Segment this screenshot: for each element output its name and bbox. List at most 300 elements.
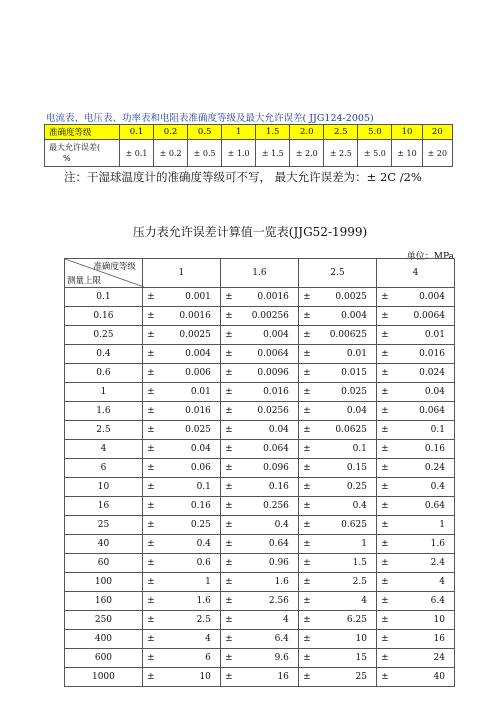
error-value: 6.4: [274, 634, 289, 644]
error-value: 0.04: [424, 387, 445, 397]
error-value-cell: [376, 668, 454, 687]
error-value: 0.16: [268, 482, 289, 492]
error-value-cell: [220, 573, 298, 592]
error-value-cell: [142, 611, 220, 630]
limit-cell: 250: [65, 611, 143, 630]
limit-cell: 1.6: [65, 402, 143, 421]
plus-minus-sign: ±: [147, 653, 155, 663]
error-value: 0.006: [185, 368, 211, 378]
plus-minus-sign: ±: [147, 387, 155, 397]
plus-minus-sign: ±: [225, 482, 233, 492]
error-value-cell: [298, 459, 376, 478]
plus-minus-sign: ±: [303, 539, 311, 549]
error-value: 0.6: [196, 558, 211, 568]
error-value-cell: [376, 611, 454, 630]
plus-minus-sign: ±: [303, 615, 311, 625]
error-value: 0.0064: [257, 349, 289, 359]
plus-minus-sign: ±: [381, 596, 389, 606]
error-value: 0.4: [430, 482, 445, 492]
plus-minus-sign: ±: [147, 558, 155, 568]
error-value: 0.01: [346, 349, 367, 359]
error-cell: ± 1.5: [256, 140, 290, 167]
table-row: [65, 326, 455, 345]
plus-minus-sign: ±: [381, 520, 389, 530]
grade-cell: 10: [392, 125, 422, 140]
error-value-cell: [298, 383, 376, 402]
grade-cell: 0.1: [120, 125, 154, 140]
table-header-row: [65, 259, 455, 288]
plus-minus-sign: ±: [147, 520, 155, 530]
error-cell: ± 5.0: [358, 140, 392, 167]
error-value: 0.16: [424, 444, 445, 454]
limit-cell: 4: [65, 440, 143, 459]
plus-minus-sign: ±: [225, 501, 233, 511]
plus-minus-sign: ±: [381, 577, 389, 587]
error-value-cell: [376, 573, 454, 592]
error-value: 0.096: [263, 463, 289, 473]
error-value-cell: [376, 288, 454, 307]
error-value: 4: [361, 596, 367, 606]
error-value-cell: [142, 459, 220, 478]
error-value: 0.004: [185, 349, 211, 359]
error-value: 0.04: [190, 444, 211, 454]
error-value: 4: [205, 634, 211, 644]
error-value: 4: [283, 615, 289, 625]
error-cell: ± 2.0: [290, 140, 324, 167]
error-value: 2.56: [268, 596, 289, 606]
error-value-cell: [220, 288, 298, 307]
error-value-cell: [142, 364, 220, 383]
error-value-cell: [220, 668, 298, 687]
limit-cell: 16: [65, 497, 143, 516]
plus-minus-sign: ±: [147, 539, 155, 549]
error-value: 0.004: [341, 311, 367, 321]
plus-minus-sign: ±: [381, 330, 389, 340]
table1-title: 电流表、电压表、功率表和电阻表准确度等级及最大允许误差( JJG124-2005): [46, 113, 374, 124]
error-value-cell: [142, 497, 220, 516]
plus-minus-sign: ±: [225, 520, 233, 530]
error-value: 0.04: [346, 406, 367, 416]
error-value: 0.24: [424, 463, 445, 473]
plus-minus-sign: ±: [225, 330, 233, 340]
grade-header-cell: 4: [376, 259, 454, 288]
plus-minus-sign: ±: [303, 444, 311, 454]
error-value-cell: [220, 383, 298, 402]
error-value: 0.4: [196, 539, 211, 549]
plus-minus-sign: ±: [225, 615, 233, 625]
error-value: 0.004: [263, 330, 289, 340]
error-value: 6: [205, 653, 211, 663]
table-row: [65, 288, 455, 307]
error-value: 0.016: [185, 406, 211, 416]
limit-cell: 60: [65, 554, 143, 573]
error-value: 0.256: [263, 501, 289, 511]
limit-cell: 400: [65, 630, 143, 649]
error-value: 1.6: [196, 596, 211, 606]
error-value-cell: [142, 573, 220, 592]
error-value-cell: [376, 478, 454, 497]
plus-minus-sign: ±: [147, 368, 155, 378]
plus-minus-sign: ±: [381, 482, 389, 492]
error-value: 0.016: [419, 349, 445, 359]
error-value-cell: [142, 383, 220, 402]
error-value-cell: [376, 497, 454, 516]
error-value: 0.0625: [335, 425, 367, 435]
error-value-cell: [220, 649, 298, 668]
error-value-cell: [376, 364, 454, 383]
error-value: 0.0025: [179, 330, 211, 340]
table-row: [65, 668, 455, 687]
table-row: [65, 649, 455, 668]
error-value-cell: [220, 630, 298, 649]
error-value: 1.6: [274, 577, 289, 587]
error-value: 10: [199, 672, 211, 682]
error-value-cell: [220, 307, 298, 326]
error-value: 0.96: [268, 558, 289, 568]
plus-minus-sign: ±: [303, 482, 311, 492]
table-row: [65, 516, 455, 535]
error-value-cell: [298, 421, 376, 440]
error-value-cell: [298, 592, 376, 611]
error-value-cell: [220, 478, 298, 497]
error-value-cell: [298, 668, 376, 687]
table-row: [65, 345, 455, 364]
header-diagonal-cell: [65, 259, 143, 288]
error-value-cell: [142, 630, 220, 649]
plus-minus-sign: ±: [303, 672, 311, 682]
grade-cell: 0.5: [188, 125, 222, 140]
error-value-cell: [376, 440, 454, 459]
grade-header-cell: 2.5: [298, 259, 376, 288]
error-value-cell: [220, 554, 298, 573]
error-value-cell: [298, 307, 376, 326]
error-value: 0.024: [419, 368, 445, 378]
limit-cell: 0.4: [65, 345, 143, 364]
error-value-cell: [220, 345, 298, 364]
error-value-cell: [142, 421, 220, 440]
grade-cell: 5.0: [358, 125, 392, 140]
plus-minus-sign: ±: [225, 653, 233, 663]
error-cell: ± 0.5: [188, 140, 222, 167]
error-value: 6.4: [430, 596, 445, 606]
error-value-cell: [142, 668, 220, 687]
plus-minus-sign: ±: [225, 444, 233, 454]
error-value-cell: [376, 326, 454, 345]
error-value: 0.1: [430, 425, 445, 435]
error-value-cell: [298, 440, 376, 459]
error-value: 15: [355, 653, 367, 663]
plus-minus-sign: ±: [225, 596, 233, 606]
plus-minus-sign: ±: [147, 425, 155, 435]
plus-minus-sign: ±: [303, 292, 311, 302]
error-value-cell: [220, 497, 298, 516]
grade-cell: 1.5: [256, 125, 290, 140]
error-value-cell: [298, 649, 376, 668]
plus-minus-sign: ±: [147, 406, 155, 416]
plus-minus-sign: ±: [381, 615, 389, 625]
error-value-cell: [298, 364, 376, 383]
limit-cell: 40: [65, 535, 143, 554]
plus-minus-sign: ±: [303, 311, 311, 321]
error-value: 2.5: [196, 615, 211, 625]
error-value: 1.5: [352, 558, 367, 568]
plus-minus-sign: ±: [147, 577, 155, 587]
error-value-cell: [142, 307, 220, 326]
error-value: 0.01: [190, 387, 211, 397]
error-value-cell: [142, 516, 220, 535]
plus-minus-sign: ±: [303, 349, 311, 359]
error-value-cell: [298, 611, 376, 630]
error-value-cell: [142, 440, 220, 459]
error-value-cell: [298, 554, 376, 573]
plus-minus-sign: ±: [381, 444, 389, 454]
error-value-cell: [376, 383, 454, 402]
table-row: [65, 421, 455, 440]
error-value: 0.00256: [251, 311, 289, 321]
error-value-cell: [142, 478, 220, 497]
table2-title: 压力表允许误差计算值一览表(JJG52-1999): [132, 225, 368, 239]
error-value-cell: [376, 421, 454, 440]
error-value-cell: [220, 364, 298, 383]
grade-cell: 0.2: [154, 125, 188, 140]
plus-minus-sign: ±: [381, 463, 389, 473]
plus-minus-sign: ±: [303, 425, 311, 435]
header-grade-label: 准确度等级: [93, 262, 136, 272]
plus-minus-sign: ±: [303, 330, 311, 340]
error-value: 0.025: [185, 425, 211, 435]
error-value-cell: [142, 592, 220, 611]
error-cell: ± 2.5: [324, 140, 358, 167]
plus-minus-sign: ±: [303, 368, 311, 378]
error-label: 最大允许误差( %: [45, 140, 120, 167]
grade-label: 准确度等级: [45, 125, 120, 140]
plus-minus-sign: ±: [303, 596, 311, 606]
pressure-gauge-table: [64, 258, 455, 687]
error-value: 1.6: [430, 539, 445, 549]
plus-minus-sign: ±: [381, 349, 389, 359]
error-cell: ± 20: [422, 140, 452, 167]
limit-cell: 600: [65, 649, 143, 668]
error-value-cell: [376, 630, 454, 649]
plus-minus-sign: ±: [225, 387, 233, 397]
plus-minus-sign: ±: [303, 406, 311, 416]
plus-minus-sign: ±: [303, 387, 311, 397]
limit-cell: 25: [65, 516, 143, 535]
error-value: 0.15: [346, 463, 367, 473]
error-value-cell: [220, 516, 298, 535]
plus-minus-sign: ±: [303, 463, 311, 473]
error-cell: ± 1.0: [222, 140, 256, 167]
grade-cell: 2.0: [290, 125, 324, 140]
error-value: 0.001: [185, 292, 211, 302]
plus-minus-sign: ±: [225, 558, 233, 568]
error-value: 9.6: [274, 653, 289, 663]
plus-minus-sign: ±: [147, 349, 155, 359]
table-row: [65, 592, 455, 611]
error-value-cell: [376, 592, 454, 611]
table-row: [65, 364, 455, 383]
plus-minus-sign: ±: [147, 463, 155, 473]
plus-minus-sign: ±: [147, 330, 155, 340]
error-value-cell: [376, 307, 454, 326]
limit-cell: 0.25: [65, 326, 143, 345]
plus-minus-sign: ±: [147, 311, 155, 321]
grade-header-cell: 1: [142, 259, 220, 288]
table-row: [65, 307, 455, 326]
error-value: 0.025: [341, 387, 367, 397]
limit-cell: 0.16: [65, 307, 143, 326]
error-value-cell: [220, 421, 298, 440]
error-value-cell: [376, 649, 454, 668]
error-value: 1: [361, 539, 367, 549]
error-value-cell: [376, 345, 454, 364]
limit-cell: 2.5: [65, 421, 143, 440]
limit-cell: 1: [65, 383, 143, 402]
error-value: 0.04: [268, 425, 289, 435]
error-value-cell: [298, 573, 376, 592]
plus-minus-sign: ±: [225, 311, 233, 321]
error-value: 16: [277, 672, 289, 682]
plus-minus-sign: ±: [381, 501, 389, 511]
error-value: 0.25: [346, 482, 367, 492]
error-value: 0.1: [196, 482, 211, 492]
table-row: [65, 459, 455, 478]
error-value: 0.0064: [413, 311, 445, 321]
plus-minus-sign: ±: [303, 653, 311, 663]
plus-minus-sign: ±: [381, 425, 389, 435]
header-limit-label: 测量上限: [67, 276, 102, 286]
table-row: [65, 554, 455, 573]
table-row: [65, 630, 455, 649]
error-value-cell: [142, 535, 220, 554]
unit-label: 单位：MPa: [406, 252, 454, 262]
error-value: 0.4: [352, 501, 367, 511]
error-value: 40: [433, 672, 445, 682]
error-value: 0.16: [190, 501, 211, 511]
note-text: 注：干湿球温度计的准确度等级可不写， 最大允许误差为：± 2C /2%: [64, 170, 422, 184]
error-value-cell: [220, 459, 298, 478]
plus-minus-sign: ±: [381, 653, 389, 663]
error-value: 0.01: [424, 330, 445, 340]
error-value-cell: [298, 288, 376, 307]
plus-minus-sign: ±: [225, 672, 233, 682]
limit-cell: 10: [65, 478, 143, 497]
plus-minus-sign: ±: [147, 292, 155, 302]
plus-minus-sign: ±: [381, 292, 389, 302]
plus-minus-sign: ±: [225, 634, 233, 644]
plus-minus-sign: ±: [225, 463, 233, 473]
error-value-cell: [298, 630, 376, 649]
error-value: 0.016: [263, 387, 289, 397]
grade-cell: 1: [222, 125, 256, 140]
plus-minus-sign: ±: [381, 387, 389, 397]
table-row: [65, 573, 455, 592]
error-value: 0.0256: [257, 406, 289, 416]
grade-cell: 2.5: [324, 125, 358, 140]
plus-minus-sign: ±: [381, 311, 389, 321]
error-value: 0.64: [268, 539, 289, 549]
error-value-cell: [220, 535, 298, 554]
error-value: 24: [433, 653, 445, 663]
error-cell: ± 0.2: [154, 140, 188, 167]
error-value: 0.0016: [179, 311, 211, 321]
limit-cell: 6: [65, 459, 143, 478]
table-row: [65, 535, 455, 554]
error-value-cell: [142, 554, 220, 573]
accuracy-table: [44, 124, 453, 167]
plus-minus-sign: ±: [147, 596, 155, 606]
table-row: [65, 402, 455, 421]
error-value-cell: [298, 497, 376, 516]
plus-minus-sign: ±: [147, 482, 155, 492]
error-value: 6.25: [346, 615, 367, 625]
error-value-cell: [298, 535, 376, 554]
error-value-cell: [220, 592, 298, 611]
limit-cell: 100: [65, 573, 143, 592]
error-value-cell: [376, 459, 454, 478]
error-value: 0.064: [419, 406, 445, 416]
error-value: 0.064: [263, 444, 289, 454]
limit-cell: 1000: [65, 668, 143, 687]
plus-minus-sign: ±: [381, 406, 389, 416]
table-row: [65, 383, 455, 402]
plus-minus-sign: ±: [303, 634, 311, 644]
grade-row: [45, 125, 453, 140]
table-row: [65, 440, 455, 459]
error-value-cell: [376, 516, 454, 535]
error-value: 0.015: [341, 368, 367, 378]
plus-minus-sign: ±: [147, 444, 155, 454]
plus-minus-sign: ±: [303, 558, 311, 568]
error-value: 0.06: [190, 463, 211, 473]
error-value: 0.0096: [257, 368, 289, 378]
plus-minus-sign: ±: [381, 368, 389, 378]
plus-minus-sign: ±: [225, 425, 233, 435]
error-value: 0.625: [341, 520, 367, 530]
error-value-cell: [376, 402, 454, 421]
error-value-cell: [298, 326, 376, 345]
plus-minus-sign: ±: [381, 634, 389, 644]
limit-cell: 160: [65, 592, 143, 611]
error-value-cell: [142, 649, 220, 668]
table-row: [65, 478, 455, 497]
error-value-cell: [142, 288, 220, 307]
error-value: 0.00625: [329, 330, 367, 340]
error-cell: ± 10: [392, 140, 422, 167]
plus-minus-sign: ±: [381, 672, 389, 682]
error-value-cell: [142, 402, 220, 421]
plus-minus-sign: ±: [381, 539, 389, 549]
error-value: 0.4: [274, 520, 289, 530]
error-value-cell: [298, 478, 376, 497]
plus-minus-sign: ±: [225, 539, 233, 549]
error-value: 2.4: [430, 558, 445, 568]
error-value: 25: [355, 672, 367, 682]
plus-minus-sign: ±: [303, 577, 311, 587]
plus-minus-sign: ±: [225, 406, 233, 416]
plus-minus-sign: ±: [147, 634, 155, 644]
plus-minus-sign: ±: [147, 615, 155, 625]
error-value-cell: [298, 345, 376, 364]
error-value: 4: [439, 577, 445, 587]
plus-minus-sign: ±: [303, 501, 311, 511]
plus-minus-sign: ±: [381, 558, 389, 568]
table-row: [65, 611, 455, 630]
error-value-cell: [220, 326, 298, 345]
error-value: 10: [433, 615, 445, 625]
error-value-cell: [142, 345, 220, 364]
error-value: 10: [355, 634, 367, 644]
